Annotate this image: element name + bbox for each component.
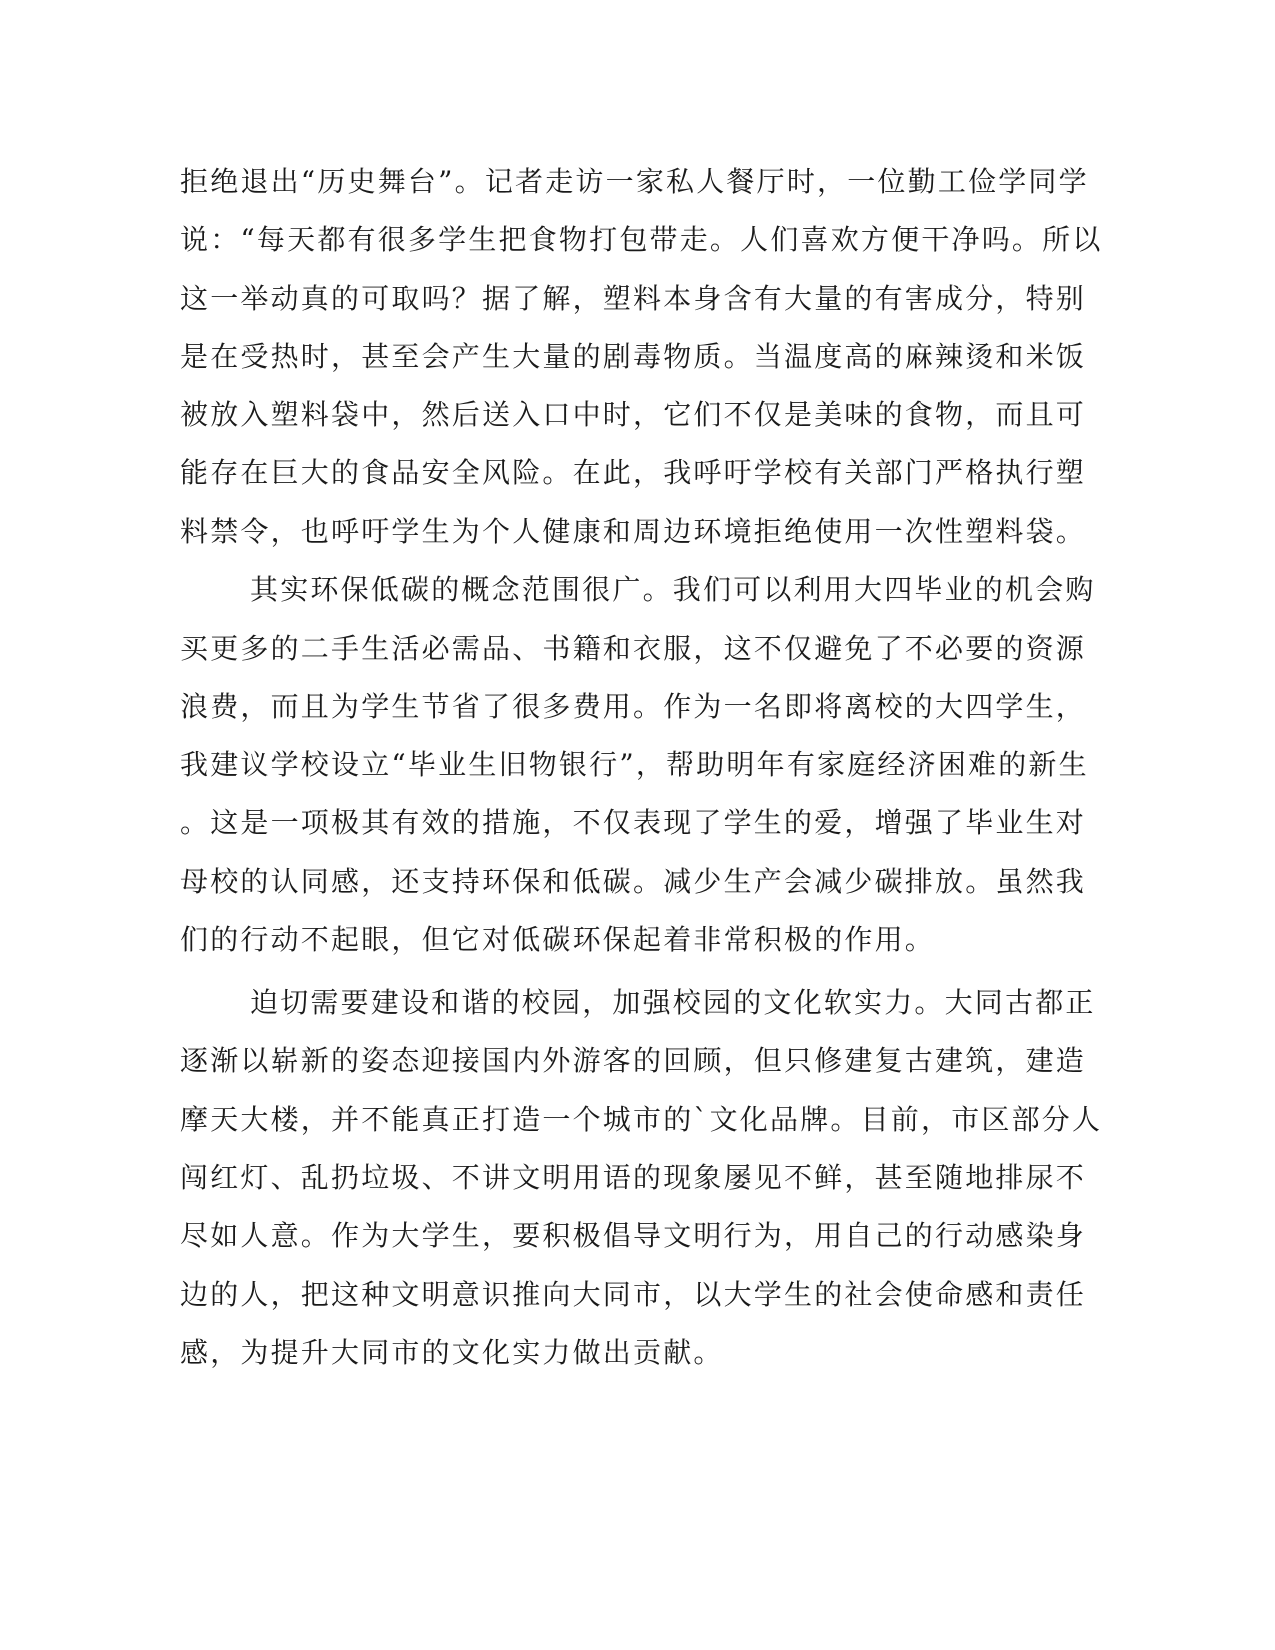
text-line: 浪费，而且为学生节省了很多费用。作为一名即将离校的大四学生，	[180, 690, 1087, 723]
text-line: 们的行动不起眼，但它对低碳环保起着非常积极的作用。	[180, 923, 936, 956]
text-line: 能存在巨大的食品安全风险。在此，我呼吁学校有关部门严格执行塑	[180, 456, 1087, 489]
text-line: 是在受热时，甚至会产生大量的剧毒物质。当温度高的麻辣烫和米饭	[180, 340, 1087, 373]
text-line: 这一举动真的可取吗？据了解，塑料本身含有大量的有害成分，特别	[180, 282, 1087, 315]
text-line: 摩天大楼，并不能真正打造一个城市的`文化品牌。目前，市区部分人	[180, 1103, 1103, 1136]
text-line: 闯红灯、乱扔垃圾、不讲文明用语的现象屡见不鲜，甚至随地排尿不	[180, 1161, 1087, 1194]
text-line: 母校的认同感，还支持环保和低碳。减少生产会减少碳排放。虽然我	[180, 865, 1087, 898]
text-line: 逐渐以崭新的姿态迎接国内外游客的回顾，但只修建复古建筑，建造	[180, 1044, 1087, 1077]
paragraph-first-line: 迫切需要建设和谐的校园，加强校园的文化软实力。大同古都正	[250, 986, 1096, 1019]
text-line: 说：“每天都有很多学生把食物打包带走。人们喜欢方便干净吗。所以	[180, 223, 1103, 256]
text-line: 买更多的二手生活必需品、书籍和衣服，这不仅避免了不必要的资源	[180, 632, 1087, 665]
text-line: 感，为提升大同市的文化实力做出贡献。	[180, 1336, 724, 1369]
text-line: 。这是一项极其有效的措施，不仅表现了学生的爱，增强了毕业生对	[180, 806, 1087, 839]
text-line: 尽如人意。作为大学生，要积极倡导文明行为，用自己的行动感染身	[180, 1219, 1087, 1252]
paragraph-first-line: 其实环保低碳的概念范围很广。我们可以利用大四毕业的机会购	[250, 573, 1096, 606]
text-line: 边的人，把这种文明意识推向大同市，以大学生的社会使命感和责任	[180, 1278, 1087, 1311]
text-line: 料禁令，也呼吁学生为个人健康和周边环境拒绝使用一次性塑料袋。	[180, 515, 1087, 548]
text-line: 拒绝退出“历史舞台”。记者走访一家私人餐厅时，一位勤工俭学同学	[180, 165, 1089, 198]
text-line: 被放入塑料袋中，然后送入口中时，它们不仅是美味的食物，而且可	[180, 398, 1087, 431]
text-line: 我建议学校设立“毕业生旧物银行”，帮助明年有家庭经济困难的新生	[180, 748, 1089, 781]
